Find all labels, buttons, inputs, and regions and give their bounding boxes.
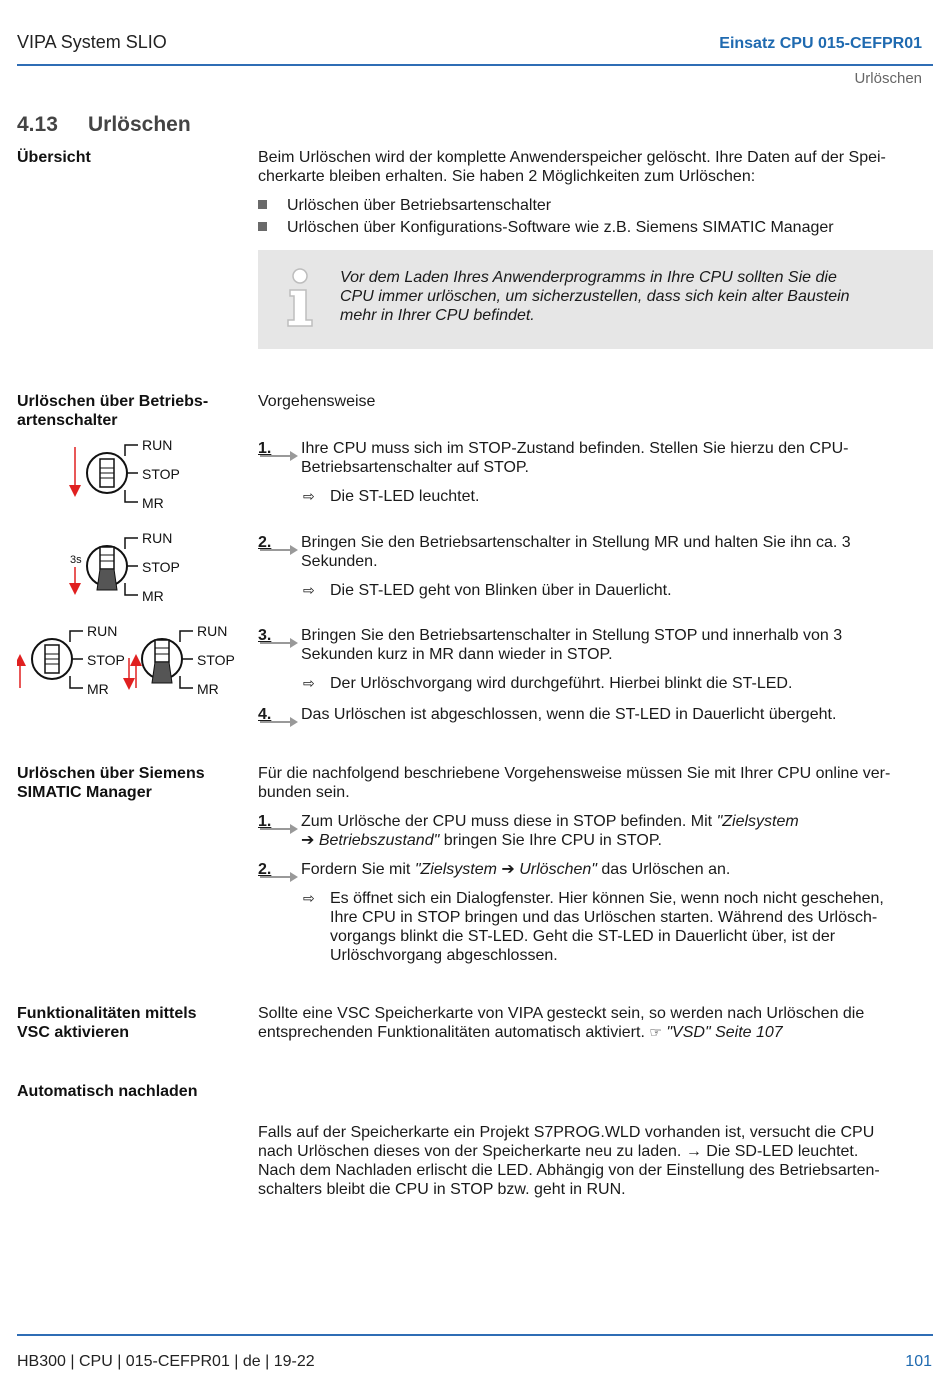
switch-label-stop: STOP [87, 652, 125, 668]
step-arrow-icon [260, 638, 300, 648]
switch-label-stop: STOP [197, 652, 235, 668]
switch-label-run: RUN [197, 623, 228, 639]
step-number: 3. [258, 627, 272, 644]
switch-label-run: RUN [87, 623, 118, 639]
footer-divider [17, 1334, 933, 1336]
vsd-page-link[interactable]: "VSD" Seite 107 [666, 1024, 783, 1041]
step-arrow-icon [260, 872, 300, 882]
switch-diagram-mr-hold [70, 530, 180, 604]
step-text: Fordern Sie mit "Zielsystem ➔ Urlöschen" das Urlöschen an. [301, 861, 731, 878]
section-subtitle: Urlöschen [854, 70, 922, 87]
step-arrow-icon [260, 545, 300, 555]
step-result: Die ST-LED leuchtet. [330, 488, 480, 505]
document-header-title: VIPA System SLIO [17, 32, 167, 52]
step-arrow-icon [260, 824, 300, 834]
info-note-box [258, 250, 933, 349]
list-item: Urlöschen über Konfigurations-Software wie z.B. Siemens SIMATIC Manager [258, 218, 834, 237]
info-note-text: Vor dem Laden Ihres Anwenderprogramms in Ihre CPU sollten Sie die CPU immer urlöschen, um sicherzustellen, dass sich kein alter Baustein mehr in Ihrer CPU befindet. [340, 269, 850, 324]
step-result: Die ST-LED geht von Blinken über in Dauerlicht. [330, 582, 672, 599]
section-number: 4.13 [17, 113, 58, 136]
list-item: Urlöschen über Betriebsartenschalter [258, 196, 551, 215]
reload-text: Falls auf der Speicherkarte ein Projekt S7PROG.WLD vorhanden ist, versucht die CPU nach Urlöschen dieses von der Speicherkarte neu zu laden. → Die SD-LED leuchtet. Nach dem Nachladen erlischt die LED. Abhängig von der Einstellung des Betriebsarten- schalters bleibt die CPU in STOP bzw. geht in RUN. [258, 1124, 880, 1198]
step-number: 1. [258, 813, 272, 830]
step-text: Zum Urlösche der CPU muss diese in STOP befinden. Mit "Zielsystem ➔ Betriebszustand" bringen Sie Ihre CPU in STOP. [301, 813, 799, 849]
square-bullet-icon [258, 222, 267, 231]
result-arrow-icon: ⇨ [303, 582, 315, 598]
page-number: 101 [905, 1353, 932, 1370]
square-bullet-icon [258, 200, 267, 209]
switch-diagram-mr-tap [129, 623, 235, 697]
overview-heading: Übersicht [17, 149, 91, 166]
result-arrow-icon: ⇨ [303, 488, 315, 504]
header-divider [17, 64, 933, 66]
hold-duration-label: 3s [70, 554, 82, 566]
switch-label-stop: STOP [142, 466, 180, 482]
result-arrow-icon: ⇨ [303, 890, 315, 906]
step-result: Der Urlöschvorgang wird durchgeführt. Hierbei blinkt die ST-LED. [330, 675, 793, 692]
switch-steps [258, 439, 933, 729]
step-text: Bringen Sie den Betriebsartenschalter in Stellung STOP und innerhalb von 3 Sekunden kurz in MR dann wieder in STOP. [301, 627, 843, 663]
procedure-label: Vorgehensweise [258, 393, 376, 410]
switch-diagram-stop-return [20, 623, 125, 697]
chapter-title: Einsatz CPU 015-CEFPR01 [719, 35, 922, 52]
simatic-method-heading: Urlöschen über Siemens SIMATIC Manager [17, 765, 205, 801]
simatic-steps [258, 812, 933, 962]
step-text: Ihre CPU muss sich im STOP-Zustand befinden. Stellen Sie hierzu den CPU- Betriebsartenschalter auf STOP. [301, 440, 849, 476]
vsc-heading: Funktionalitäten mittels VSC aktivieren [17, 1005, 197, 1041]
section-title: Urlöschen [88, 113, 191, 136]
switch-method-heading: Urlöschen über Betriebs- artenschalter [17, 393, 209, 429]
reload-heading: Automatisch nachladen [17, 1083, 198, 1100]
switch-label-mr: MR [142, 588, 164, 604]
switch-label-run: RUN [142, 437, 173, 453]
switch-label-run: RUN [142, 530, 173, 546]
step-number: 2. [258, 534, 272, 551]
step-number: 4. [258, 706, 272, 723]
step-text: Das Urlöschen ist abgeschlossen, wenn die ST-LED in Dauerlicht übergeht. [301, 706, 837, 723]
step-text: Bringen Sie den Betriebsartenschalter in Stellung MR und halten Sie ihn ca. 3 Sekunden. [301, 534, 851, 570]
simatic-intro: Für die nachfolgend beschriebene Vorgehensweise müssen Sie mit Ihrer CPU online ver- bunden sein. [258, 765, 891, 801]
footer-document-id: HB300 | CPU | 015-CEFPR01 | de | 19-22 [17, 1353, 315, 1370]
overview-intro [258, 148, 933, 186]
step-arrow-icon [260, 717, 300, 727]
vsc-text: Sollte eine VSC Speicherkarte von VIPA gesteckt sein, so werden nach Urlöschen die entsprechenden Funktionalitäten automatisch aktiviert. ☞ "VSD" Seite 107 [258, 1005, 865, 1041]
switch-label-stop: STOP [142, 559, 180, 575]
step-number: 1. [258, 440, 272, 457]
mode-switch-diagrams [17, 432, 247, 717]
overview-intro-line: Beim Urlöschen wird der komplette Anwenderspeicher gelöscht. Ihre Daten auf der Spei- [258, 149, 886, 166]
switch-diagram-stop [75, 437, 180, 511]
switch-label-mr: MR [142, 495, 164, 511]
overview-intro-line: cherkarte bleiben erhalten. Sie haben 2 Möglichkeiten zum Urlöschen: [258, 168, 756, 185]
overview-bullet-list [258, 196, 933, 240]
info-icon [282, 268, 318, 328]
step-arrow-icon [260, 451, 300, 461]
step-result: Es öffnet sich ein Dialogfenster. Hier können Sie, wenn noch nicht geschehen, Ihre CPU in STOP bringen und das Urlöschen starten. Während des Urlösch- vorgangs blinkt die ST-LED. Geht die ST-LED in Dauerlicht über, ist der Urlöschvorgang abgeschlossen. [330, 890, 884, 964]
switch-label-mr: MR [197, 681, 219, 697]
link-arrow-icon: ☞ [649, 1024, 662, 1040]
result-arrow-icon: ⇨ [303, 675, 315, 691]
step-number: 2. [258, 861, 272, 878]
switch-label-mr: MR [87, 681, 109, 697]
